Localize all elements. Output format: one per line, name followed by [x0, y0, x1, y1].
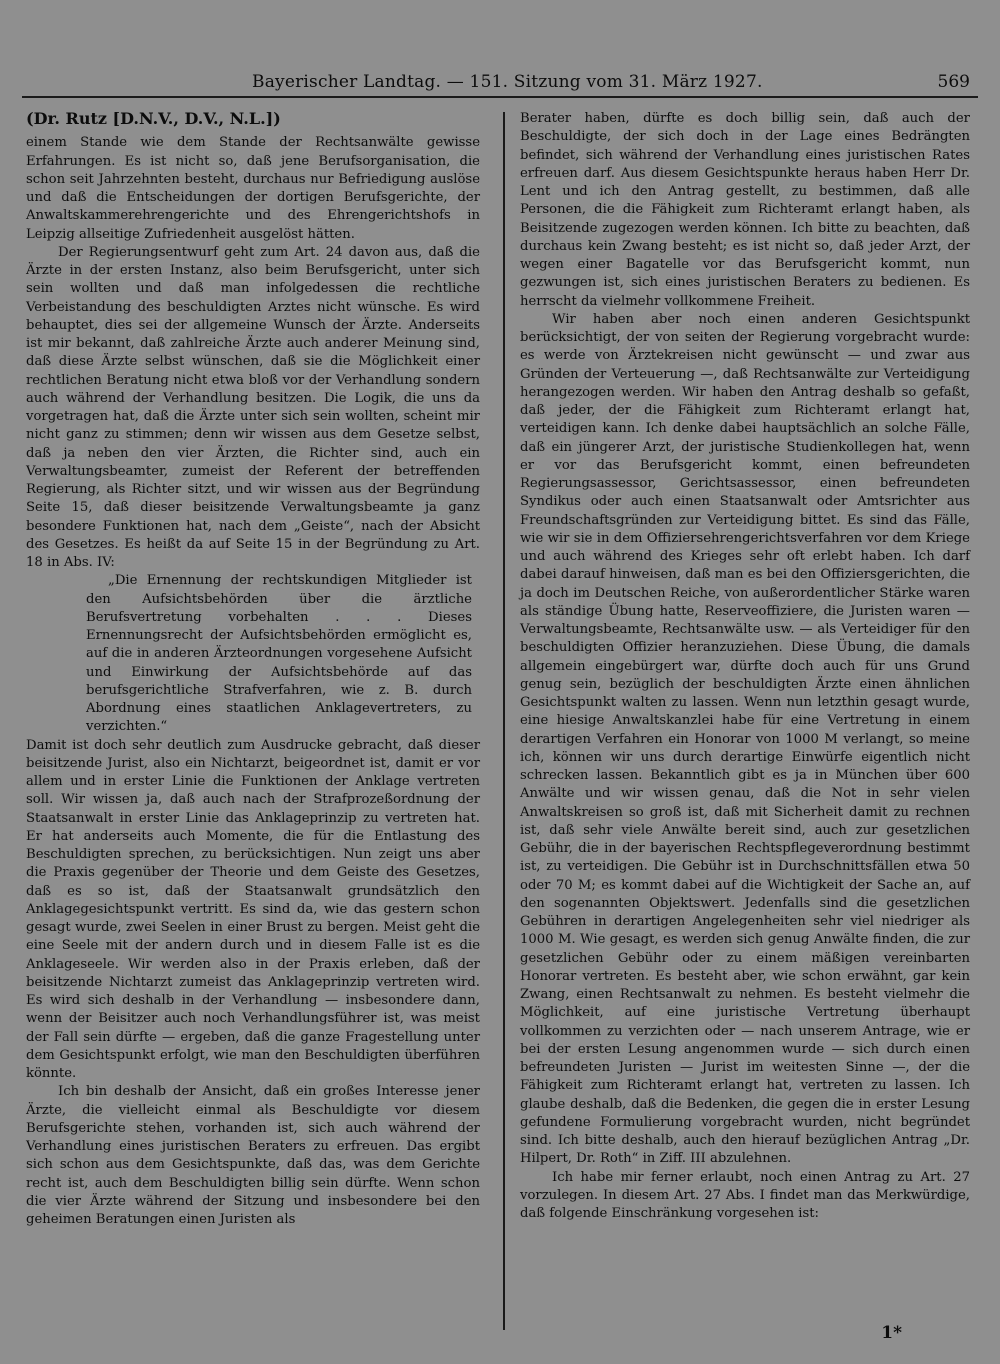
running-head: Bayerischer Landtag. — 151. Sitzung vom 31. März 1927. [252, 72, 763, 92]
left-column [26, 110, 480, 1229]
signature-mark: 1* [881, 1323, 902, 1343]
page-number: 569 [937, 72, 970, 92]
paragraph: Wir haben aber noch einen anderen Gesichtspunkt berücksichtigt, der von seiten der Regierung vorgebracht wurde: es werde von Ärztekreisen nicht gewünscht — und zwar aus Gründen der Verteuerung —, daß Rechtsanwälte zur Verteidigung herangezogen werden. Wir haben den Antrag deshalb so gefaßt, daß jeder, der die Fähigkeit zum Richteramt erlangt hat, verteidigen kann. Ich denke dabei hauptsächlich an solche Fälle, daß ein jüngerer Arzt, der juristische Studienkollegen hat, wenn er vor das Berufsgericht kommt, einen befreundeten Regierungsassessor, Gerichtsassessor, einen befreundeten Syndikus oder auch einen Staatsanwalt oder Amtsrichter aus Freundschaftsgründen zur Verteidigung bittet. Es sind das Fälle, wie wir sie in dem Offiziersehrengerichtsverfahren vor dem Kriege und auch während des Krieges sehr oft erlebt haben. Ich darf dabei darauf hinweisen, daß man es bei den Offiziersgerichten, die ja doch im Deutschen Reiche, von außerordentlicher Stärke waren als ständige Übung hatte, Reserveoffiziere, die Juristen waren — Verwaltungsbeamte, Rechtsanwälte usw. — als Verteidiger für den beschuldigten Offizier heranzuziehen. Diese Übung, die damals allgemein eingebürgert war, dürfte doch auch für uns Grund genug sein, bezüglich der beschuldigten Ärzte einen ähnlichen Gesichtspunkt walten zu lassen. Wenn nun letzthin gesagt wurde, eine hiesige Anwaltskanzlei habe für eine Vertretung in einem derartigen Verfahren ein Honorar von 1000 M verlangt, so meine ich, können wir uns durch derartige Einwürfe eigentlich nicht schrecken lassen. Bekanntlich gibt es ja in München über 600 Anwälte und wir wissen genau, daß die Not in sehr vielen Anwaltskreisen so groß ist, daß mit Sicherheit damit zu rechnen ist, daß sehr viele Anwälte bereit sind, auch zur gesetzlichen Gebühr, die in der bayerischen Rechtspflegeverordnung bestimmt ist, zu verteidigen. Die Gebühr ist in Durchschnittsfällen etwa 50 oder 70 M; es kommt dabei auf die Wichtigkeit der Sache an, auf den sogenannten Objektswert. Jedenfalls sind die gesetzlichen Gebühren in derartigen Angelegenheiten sehr viel niedriger als 1000 M. Wie gesagt, es werden sich genug Anwälte finden, die zur gesetzlichen Gebühr oder zu einem mäßigen vereinbarten Honorar vertreten. Es besteht aber, wie schon erwähnt, gar kein Zwang, einen Rechtsanwalt zu nehmen. Es besteht vielmehr die Möglichkeit, auf eine juristische Vertretung überhaupt vollkommen zu verzichten oder — nach unserem Antrage, wie er bei der ersten Lesung angenommen wurde — sich durch einen befreundeten Juristen — Jurist im weitesten Sinne —, der die Fähigkeit zum Richteramt erlangt hat, vertreten zu lassen. Ich glaube deshalb, daß die Bedenken, die gegen die in erster Lesung gefundene Formulierung vorgebracht wurden, nicht begründet sind. Ich bitte deshalb, auch den hierauf bezüglichen Antrag „Dr. Hilpert, Dr. Roth“ in Ziff. III abzulehnen. [520, 311, 970, 1167]
page-header [0, 72, 1000, 96]
column-divider [503, 112, 505, 1330]
right-column [520, 110, 970, 1223]
paragraph: einem Stande wie dem Stande der Rechtsanwälte gewisse Erfahrungen. Es ist nicht so, daß jene Berufsorganisation, die schon seit Jahrzehnten besteht, durchaus nur Befriedigung auslöse und daß die Entscheidungen der dortigen Berufsgerichte, der Anwaltskammerehrengerichte und des Ehrengerichtshofs in Leipzig allseitige Zufriedenheit ausgelöst hätten. [26, 135, 480, 242]
paragraph: Der Regierungsentwurf geht zum Art. 24 davon aus, daß die Ärzte in der ersten Instanz, also beim Berufsgericht, unter sich sein wollten und daß man infolgedessen die rechtliche Verbeistandung des beschuldigten Arztes nicht wünsche. Es wird behauptet, dies sei der allgemeine Wunsch der Ärzte. Anderseits ist mir bekannt, daß zahlreiche Ärzte auch anderer Meinung sind, daß diese Ärzte selbst wünschen, daß sie die Möglichkeit einer rechtlichen Beratung nicht etwa bloß vor der Verhandlung sondern auch während der Verhandlung besitzen. Die Logik, die uns da vorgetragen hat, daß die Ärzte unter sich sein wollten, scheint mir nicht ganz zu stimmen; denn wir wissen aus dem Gesetze selbst, daß ja neben den vier Ärzten, die Richter sind, auch ein Verwaltungsbeamter, zumeist der Referent der betreffenden Regierung, als Richter sitzt, und wir wissen aus der Begründung Seite 15, daß dieser beisitzende Verwaltungsbeamte ja ganz besondere Funktionen hat, nach dem „Geiste“, nach der Absicht des Gesetzes. Es heißt da auf Seite 15 in der Begründung zu Art. 18 in Abs. IV: [26, 244, 480, 570]
header-rule [22, 96, 978, 98]
paragraph: Damit ist doch sehr deutlich zum Ausdrucke gebracht, daß dieser beisitzende Jurist, also ein Nichtarzt, beigeordnet ist, damit er vor allem und in erster Linie die Funktionen der Anklage vertreten soll. Wir wissen ja, daß auch nach der Strafprozeßordnung der Staatsanwalt in erster Linie das Anklageprinzip zu vertreten hat. Er hat anderseits auch Momente, die für die Entlastung des Beschuldigten sprechen, zu berücksichtigen. Nun zeigt uns aber die Praxis gegenüber der Theorie und dem Geiste des Gesetzes, daß es so ist, daß der Staatsanwalt grundsätzlich den Anklagegesichtspunkt vertritt. Es sind da, wie das gestern schon gesagt wurde, zwei Seelen in einer Brust zu bergen. Meist geht die eine Seele mit der andern durch und in diesem Falle ist es die Anklageseele. Wir werden also in der Praxis erleben, daß der beisitzende Nichtarzt zumeist das Anklageprinzip vertreten wird. Es wird sich deshalb in der Verhandlung — insbesondere dann, wenn der Beisitzer auch noch Verhandlungsführer ist, was meist der Fall sein dürfte — ergeben, daß die ganze Fragestellung unter dem Gesichtspunkt erfolgt, wie man den Beschuldigten überführen könnte. [26, 737, 480, 1081]
paragraph: Ich bin deshalb der Ansicht, daß ein großes Interesse jener Ärzte, die vielleicht einmal als Beschuldigte vor diesem Berufsgerichte stehen, vorhanden ist, sich auch während der Verhandlung eines juristischen Beraters zu erfreuen. Das ergibt sich schon aus dem Gesichtspunkte, daß das, was dem Gerichte recht ist, auch dem Beschuldigten billig sein dürfte. Wenn schon die vier Ärzte während der Sitzung und insbesondere bei den geheimen Beratungen einen Juristen als [26, 1084, 480, 1227]
paragraph: Berater haben, dürfte es doch billig sein, daß auch der Beschuldigte, der sich doch in der Lage eines Bedrängten befindet, sich während der Verhandlung eines juristischen Rates erfreuen darf. Aus diesem Gesichtspunkte heraus haben Herr Dr. Lent und ich den Antrag gestellt, zu bestimmen, daß alle Personen, die die Fähigkeit zum Richteramt erlangt haben, als Beisitzende zugezogen werden können. Ich bitte zu beachten, daß durchaus kein Zwang besteht; es ist nicht so, daß jeder Arzt, der wegen einer Bagatelle vor das Berufsgericht kommt, nun gezwungen ist, sich eines juristischen Beraters zu bedienen. Es herrscht da vielmehr vollkommene Freiheit. [520, 111, 970, 309]
block-quote: „Die Ernennung der rechtskundigen Mitglieder ist den Aufsichtsbehörden über die ärztliche Berufsvertretung vorbehalten . . . Dieses Ernennungsrecht der Aufsichtsbehörden ermöglicht es, auf die in anderen Ärzteordnungen vorgesehene Aufsicht und Einwirkung der Aufsichtsbehörde auf das berufsgerichtliche Strafverfahren, wie z. B. durch Abordnung eines staatlichen Anklagevertreters, zu verzichten.“ [86, 573, 472, 735]
speaker-label: (Dr. Rutz [D.N.V., D.V., N.L.]) [26, 109, 281, 128]
paragraph: Ich habe mir ferner erlaubt, noch einen Antrag zu Art. 27 vorzulegen. In diesem Art. 27 Abs. I findet man das Merkwürdige, daß folgende Einschränkung vorgesehen ist: [520, 1169, 970, 1221]
